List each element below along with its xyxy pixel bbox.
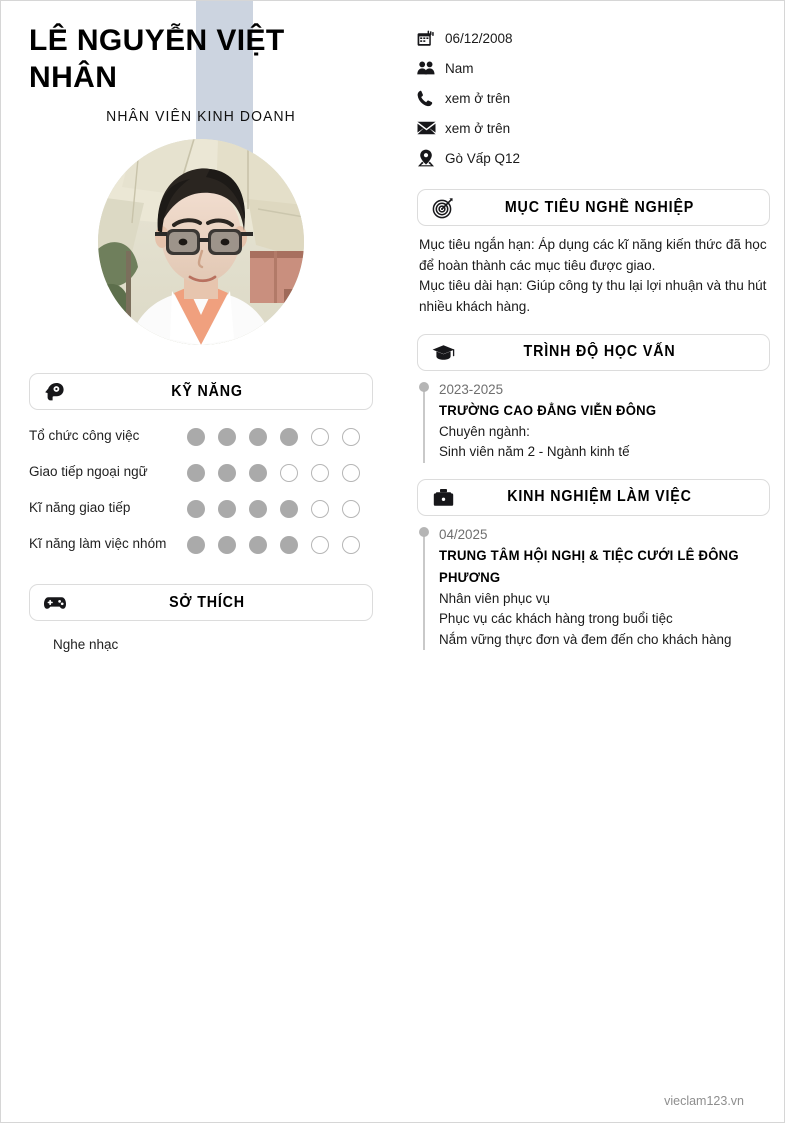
- objective-paragraph: Mục tiêu dài hạn: Giúp công ty thu lại lợi nhuận và thu hút nhiều khách hàng.: [419, 278, 767, 314]
- graduation-cap-icon: [430, 340, 456, 364]
- name-block: [1, 1, 401, 125]
- rating-dot: [187, 500, 205, 518]
- calendar-icon: [417, 30, 445, 47]
- contact-block: [401, 23, 785, 173]
- skill-row: [29, 462, 373, 482]
- cv-body: [1, 1, 784, 652]
- skill-label: Kĩ năng làm việc nhóm: [29, 536, 167, 552]
- hobbies-section: [29, 584, 373, 652]
- contact-birthdate-value: 06/12/2008: [445, 30, 513, 46]
- objective-header: [417, 189, 770, 226]
- rating-dot: [280, 464, 298, 482]
- rating-dot: [311, 536, 329, 554]
- target-icon: [430, 196, 456, 220]
- hobbies-header: [29, 584, 373, 621]
- rating-dot: [249, 428, 267, 446]
- job-title: NHÂN VIÊN KINH DOANH: [106, 108, 296, 126]
- contact-address-value: Gò Vấp Q12: [445, 150, 521, 166]
- rating-dot: [280, 536, 298, 554]
- contact-phone[interactable]: [417, 83, 612, 113]
- education-timeline: [417, 371, 770, 463]
- experience-header: [417, 479, 770, 516]
- rating-dot: [249, 500, 267, 518]
- experience-date: 04/2025: [439, 526, 488, 542]
- experience-org: TRUNG TÂM HỘI NGHỊ & TIỆC CƯỚI LÊ ĐÔNG PHƯƠNG: [439, 547, 739, 585]
- rating-dot: [187, 464, 205, 482]
- rating-dot: [280, 500, 298, 518]
- right-column: [401, 1, 785, 650]
- contact-phone-value: xem ở trên: [445, 90, 511, 106]
- watermark: vieclam123.vn: [664, 1094, 744, 1108]
- education-title: TRÌNH ĐỘ HỌC VẤN: [523, 343, 676, 361]
- skills-list: [29, 426, 373, 554]
- skill-rating: [187, 462, 360, 482]
- education-org: TRƯỜNG CAO ĐẲNG VIỄN ĐÔNG: [439, 402, 657, 418]
- objective-body: [417, 226, 770, 318]
- left-column: [1, 1, 401, 652]
- rating-dot: [342, 464, 360, 482]
- contact-gender: [417, 53, 592, 83]
- contact-email[interactable]: [417, 113, 612, 143]
- rating-dot: [187, 536, 205, 554]
- experience-detail: Nắm vững thực đơn và đem đến cho khách hàng: [439, 631, 732, 647]
- experience-section: [417, 479, 770, 650]
- avatar-photo: [98, 139, 304, 345]
- education-header: [417, 334, 770, 371]
- rating-dot: [311, 428, 329, 446]
- page-title: LÊ NGUYỄN VIỆT NHÂN: [29, 24, 285, 94]
- contact-email-value: xem ở trên: [445, 120, 511, 136]
- timeline-dot: [419, 382, 429, 392]
- education-detail: Chuyên ngành:: [439, 423, 530, 439]
- skill-row: [29, 498, 373, 518]
- rating-dot: [218, 428, 236, 446]
- rating-dot: [187, 428, 205, 446]
- education-date: 2023-2025: [439, 381, 504, 397]
- contact-gender-value: Nam: [445, 60, 474, 76]
- skills-header: [29, 373, 373, 410]
- education-detail: Sinh viên năm 2 - Ngành kinh tế: [439, 444, 630, 460]
- avatar: [98, 139, 304, 345]
- objective-title: MỤC TIÊU NGHỀ NGHIỆP: [504, 198, 695, 216]
- experience-detail: Phục vụ các khách hàng trong buổi tiệc: [439, 611, 673, 627]
- location-icon: [417, 149, 445, 167]
- rating-dot: [342, 536, 360, 554]
- hobbies-title: SỞ THÍCH: [169, 593, 245, 611]
- rating-dot: [218, 536, 236, 554]
- skill-rating: [187, 498, 360, 518]
- contact-birthdate: [417, 23, 612, 53]
- timeline-line: [423, 532, 425, 650]
- skill-row: [29, 426, 373, 446]
- rating-dot: [342, 500, 360, 518]
- experience-title: KINH NGHIỆM LÀM VIỆC: [507, 488, 692, 506]
- rating-dot: [249, 464, 267, 482]
- skill-label: Tổ chức công việc: [29, 428, 140, 444]
- head-skill-icon: [42, 380, 68, 404]
- rating-dot: [218, 464, 236, 482]
- skills-title: KỸ NĂNG: [171, 382, 243, 400]
- skill-rating: [187, 534, 360, 554]
- briefcase-icon: [430, 485, 456, 509]
- skills-section: [29, 373, 373, 554]
- skill-rating: [187, 426, 360, 446]
- skill-row: [29, 534, 373, 554]
- education-section: [417, 334, 770, 463]
- timeline-dot: [419, 527, 429, 537]
- gamepad-icon: [42, 591, 68, 615]
- rating-dot: [218, 500, 236, 518]
- objective-paragraph: Mục tiêu ngắn hạn: Áp dụng các kĩ năng kiến thức đã học để hoàn thành các mục tiêu được giao.: [419, 237, 767, 273]
- contact-address: [417, 143, 612, 173]
- rating-dot: [280, 428, 298, 446]
- skill-label: Kĩ năng giao tiếp: [29, 500, 131, 516]
- hobby-item: Nghe nhạc: [53, 637, 119, 653]
- rating-dot: [249, 536, 267, 554]
- experience-detail: Nhân viên phục vụ: [439, 590, 550, 606]
- rating-dot: [311, 464, 329, 482]
- timeline-line: [423, 387, 425, 463]
- rating-dot: [342, 428, 360, 446]
- people-icon: [417, 61, 445, 75]
- rating-dot: [311, 500, 329, 518]
- experience-timeline: [417, 516, 770, 650]
- mail-icon: [417, 121, 445, 135]
- phone-icon: [417, 90, 445, 107]
- objective-section: [417, 189, 770, 318]
- skill-label: Giao tiếp ngoại ngữ: [29, 464, 148, 480]
